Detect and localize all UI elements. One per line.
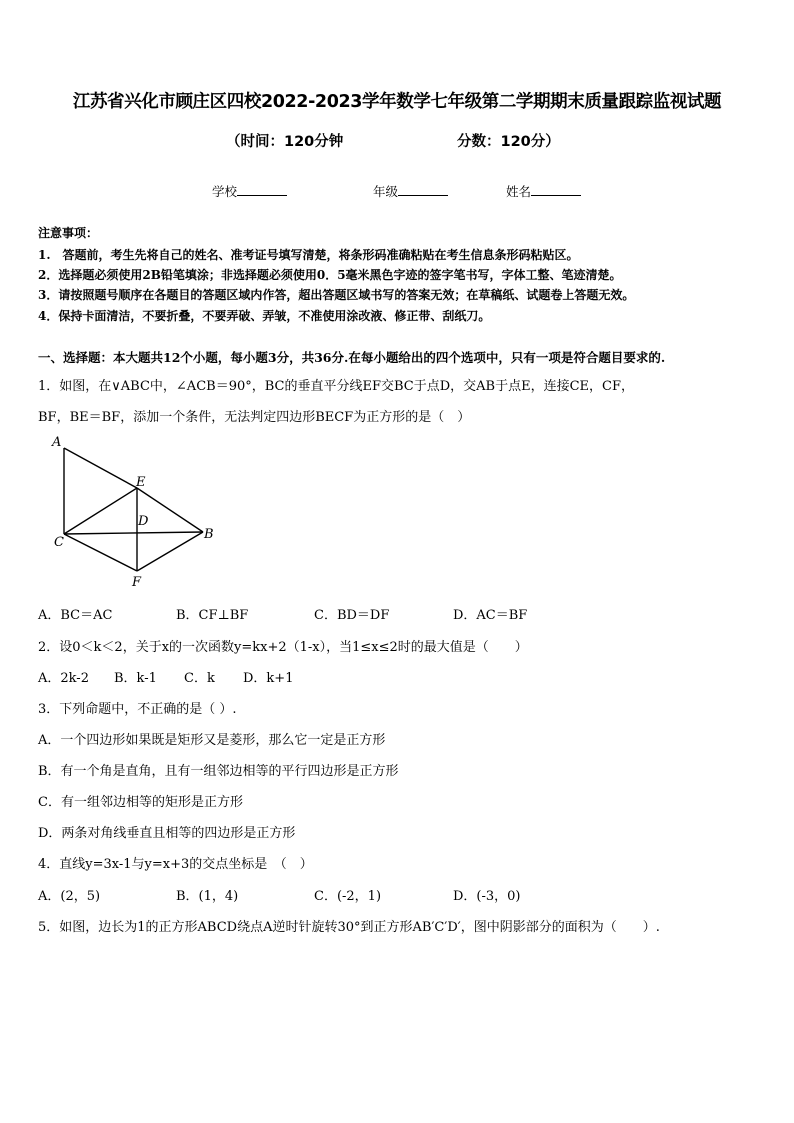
q4-option-a[interactable]: A．(2，5) bbox=[38, 889, 101, 904]
q3-option-b[interactable]: B．有一个角是直角，且有一组邻边相等的平行四边形是正方形 bbox=[38, 764, 399, 779]
q1-figure bbox=[40, 432, 230, 592]
label-c: C bbox=[54, 535, 64, 550]
grade-blank[interactable] bbox=[398, 183, 448, 196]
q1-option-c[interactable]: C．BD＝DF bbox=[314, 608, 390, 623]
label-f: F bbox=[132, 575, 142, 590]
school-field bbox=[212, 182, 287, 200]
school-label: 学校 bbox=[212, 184, 238, 199]
label-b: B bbox=[204, 527, 214, 542]
q4-stem: 4．直线y=3x-1与y=x+3的交点坐标是 （ ） bbox=[38, 857, 313, 872]
q3-option-a[interactable]: A．一个四边形如果既是矩形又是菱形，那么它一定是正方形 bbox=[38, 733, 386, 748]
edge-ce bbox=[64, 488, 137, 534]
label-a: A bbox=[52, 435, 62, 450]
q3-stem: 3．下列命题中，不正确的是（ ）. bbox=[38, 702, 237, 717]
q1-option-b[interactable]: B．CF⊥BF bbox=[176, 608, 249, 623]
q1-option-d[interactable]: D．AC＝BF bbox=[453, 608, 528, 623]
edge-ae bbox=[64, 448, 137, 488]
label-e: E bbox=[136, 475, 146, 490]
grade-label: 年级 bbox=[373, 184, 399, 199]
edge-fb bbox=[137, 532, 203, 571]
exam-title: 江苏省兴化市顾庄区四校2022-2023学年数学七年级第二学期期末质量跟踪监视试题 bbox=[72, 92, 722, 112]
edge-cf bbox=[64, 534, 137, 571]
q4-option-d[interactable]: D．(-3，0) bbox=[453, 889, 521, 904]
name-field bbox=[506, 182, 581, 200]
q3-option-d[interactable]: D．两条对角线垂直且相等的四边形是正方形 bbox=[38, 826, 296, 841]
q2-stem: 2．设0＜k＜2，关于x的一次函数y=kx+2（1-x），当1≤x≤2时的最大值是（ ） bbox=[38, 640, 528, 655]
q5-stem: 5．如图，边长为1的正方形ABCD绕点A逆时针旋转30°到正方形AB′C′D′，图中阴影部分的面积为（ ）. bbox=[38, 920, 660, 935]
section-heading: 一、选择题：本大题共12个小题，每小题3分，共36分.在每小题给出的四个选项中，只有一项是符合题目要求的. bbox=[38, 350, 666, 365]
q2-option-c[interactable]: C．k bbox=[184, 671, 215, 686]
exam-time: （时间：120分钟 bbox=[226, 134, 344, 150]
q1-stem-line1: 1．如图，在∨ABC中，∠ACB＝90°，BC的垂直平分线EF交BC于点D，交AB于点E，连接CE，CF， bbox=[38, 379, 634, 394]
q2-option-b[interactable]: B．k-1 bbox=[114, 671, 157, 686]
notice-item: 3．请按照题号顺序在各题目的答题区域内作答，超出答题区域书写的答案无效；在草稿纸、试题卷上答题无效。 bbox=[38, 288, 635, 302]
q2-option-a[interactable]: A．2k-2 bbox=[38, 671, 89, 686]
notice-heading: 注意事项： bbox=[38, 226, 99, 240]
notice-item: 1. 答题前，考生先将自己的姓名、准考证号填写清楚，将条形码准确粘贴在考生信息条形码粘贴区。 bbox=[38, 248, 579, 262]
edge-cb bbox=[64, 532, 203, 534]
q1-stem-line2: BF，BE＝BF，添加一个条件，无法判定四边形BECF为正方形的是（ ） bbox=[38, 410, 471, 425]
exam-score: 分数：120分） bbox=[457, 134, 560, 150]
name-label: 姓名 bbox=[506, 184, 532, 199]
q3-option-c[interactable]: C．有一组邻边相等的矩形是正方形 bbox=[38, 795, 243, 810]
q1-option-a[interactable]: A．BC＝AC bbox=[38, 608, 113, 623]
school-blank[interactable] bbox=[237, 183, 287, 196]
label-d: D bbox=[138, 514, 149, 529]
grade-field bbox=[373, 182, 448, 200]
notice-item: 4．保持卡面清洁，不要折叠，不要弄破、弄皱，不准使用涂改液、修正带、刮纸刀。 bbox=[38, 309, 491, 323]
q4-option-b[interactable]: B．(1，4) bbox=[176, 889, 239, 904]
name-blank[interactable] bbox=[531, 183, 581, 196]
q2-option-d[interactable]: D．k+1 bbox=[243, 671, 294, 686]
notice-item: 2．选择题必须使用2B铅笔填涂；非选择题必须使用0．5毫米黑色字迹的签字笔书写，字体工整、笔迹清楚。 bbox=[38, 268, 622, 282]
q4-option-c[interactable]: C．(-2，1) bbox=[314, 889, 382, 904]
